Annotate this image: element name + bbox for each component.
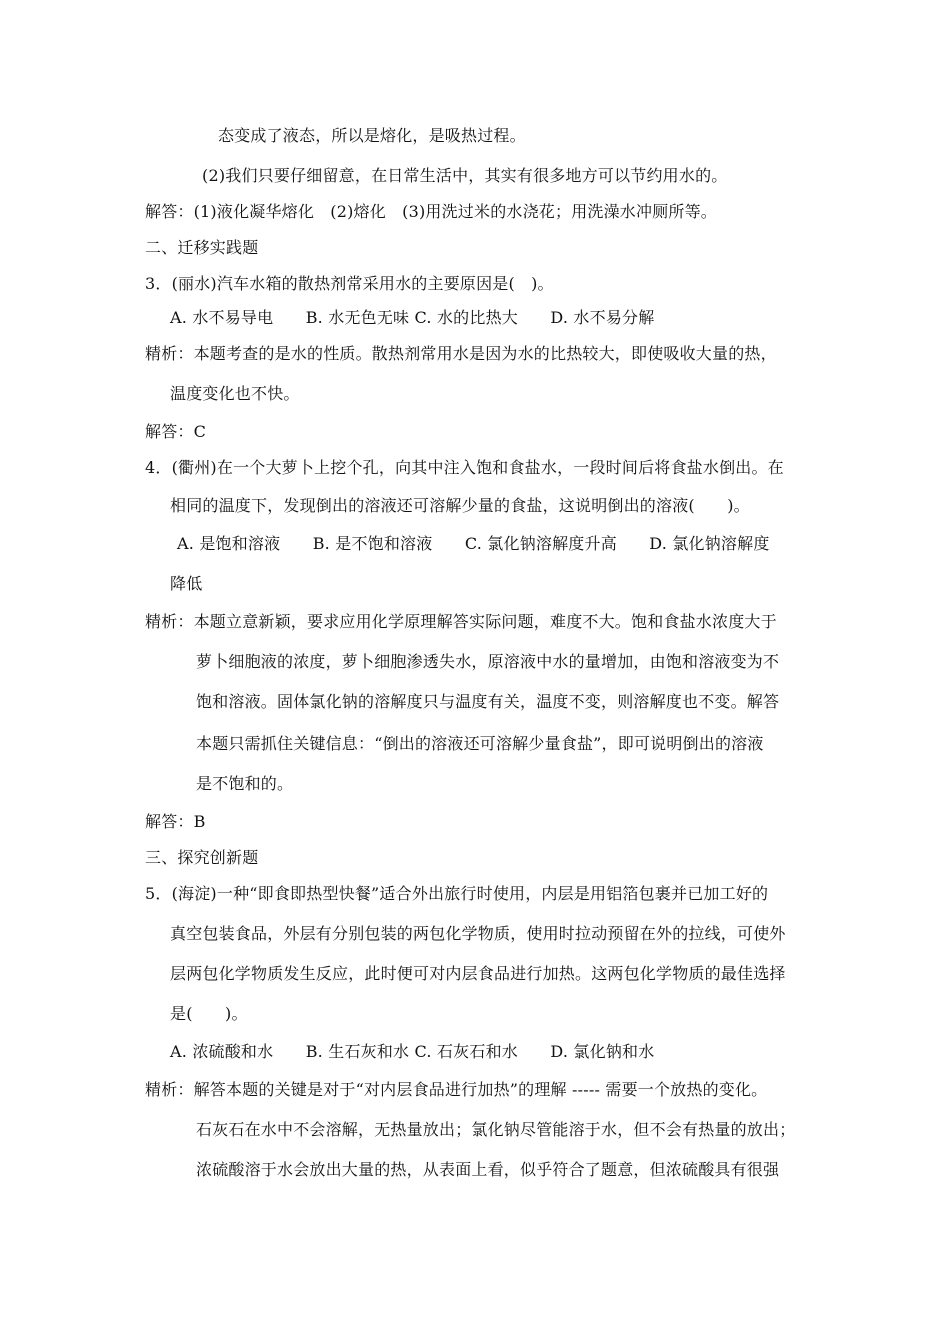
analysis-5-cont: 浓硫酸溶于水会放出大量的热，从表面上看，似乎符合了题意，但浓硫酸具有很强 — [196, 1160, 780, 1179]
answer-3: 解答：C — [145, 422, 207, 441]
analysis-3-cont: 温度变化也不快。 — [170, 384, 300, 403]
analysis-4-cont: 本题只需抓住关键信息：“倒出的溶液还可溶解少量食盐”，即可说明倒出的溶液 — [196, 734, 764, 753]
text-line: 解答：(1)液化凝华熔化 (2)熔化 (3)用洗过米的水浇花；用洗澡水冲厕所等。 — [145, 202, 717, 221]
answer-4: 解答：B — [145, 812, 206, 831]
question-4-options: A. 是饱和溶液 B. 是不饱和溶液 C. 氯化钠溶解度升高 D. 氯化钠溶解度 — [177, 534, 770, 553]
question-5: 5．(海淀)一种“即食即热型快餐”适合外出旅行时使用，内层是用铝箔包裹并已加工好的 — [145, 884, 769, 903]
analysis-3: 精析：本题考查的是水的性质。散热剂常用水是因为水的比热较大，即使吸收大量的热， — [145, 344, 777, 363]
analysis-4: 精析：本题立意新颖，要求应用化学原理解答实际问题，难度不大。饱和食盐水浓度大于 — [145, 612, 777, 631]
analysis-4-cont: 萝卜细胞液的浓度，萝卜细胞渗透失水，原溶液中水的量增加，由饱和溶液变为不 — [196, 652, 780, 671]
section-heading: 三、探究创新题 — [145, 848, 259, 867]
analysis-4-cont: 饱和溶液。固体氯化钠的溶解度只与温度有关，温度不变，则溶解度也不变。解答 — [196, 692, 780, 711]
question-5-cont: 是( )。 — [170, 1004, 248, 1023]
question-4: 4．(衢州)在一个大萝卜上挖个孔，向其中注入饱和食盐水，一段时间后将食盐水倒出。在 — [145, 458, 784, 477]
question-5-cont: 真空包装食品，外层有分别包装的两包化学物质，使用时拉动预留在外的拉线，可使外 — [170, 924, 786, 943]
question-5-options: A. 浓硫酸和水 B. 生石灰和水 C. 石灰石和水 D. 氯化钠和水 — [170, 1042, 655, 1061]
question-4-cont: 相同的温度下，发现倒出的溶液还可溶解少量的食盐，这说明倒出的溶液( )。 — [170, 496, 750, 515]
analysis-4-cont: 是不饱和的。 — [196, 774, 294, 793]
analysis-5: 精析：解答本题的关键是对于“对内层食品进行加热”的理解 ----- 需要一个放热的变化。 — [145, 1080, 768, 1099]
text-line: (2)我们只要仔细留意，在日常生活中，其实有很多地方可以节约用水的。 — [202, 166, 728, 185]
question-4-options-cont: 降低 — [170, 574, 203, 593]
question-5-cont: 层两包化学物质发生反应，此时便可对内层食品进行加热。这两包化学物质的最佳选择 — [170, 964, 786, 983]
text-line: 态变成了液态，所以是熔化，是吸热过程。 — [218, 126, 526, 145]
question-3: 3．(丽水)汽车水箱的散热剂常采用水的主要原因是( )。 — [145, 274, 554, 293]
question-3-options: A. 水不易导电 B. 水无色无味 C. 水的比热大 D. 水不易分解 — [170, 308, 655, 327]
analysis-5-cont: 石灰石在水中不会溶解，无热量放出；氯化钠尽管能溶于水，但不会有热量的放出； — [196, 1120, 796, 1139]
section-heading: 二、迁移实践题 — [145, 238, 259, 257]
